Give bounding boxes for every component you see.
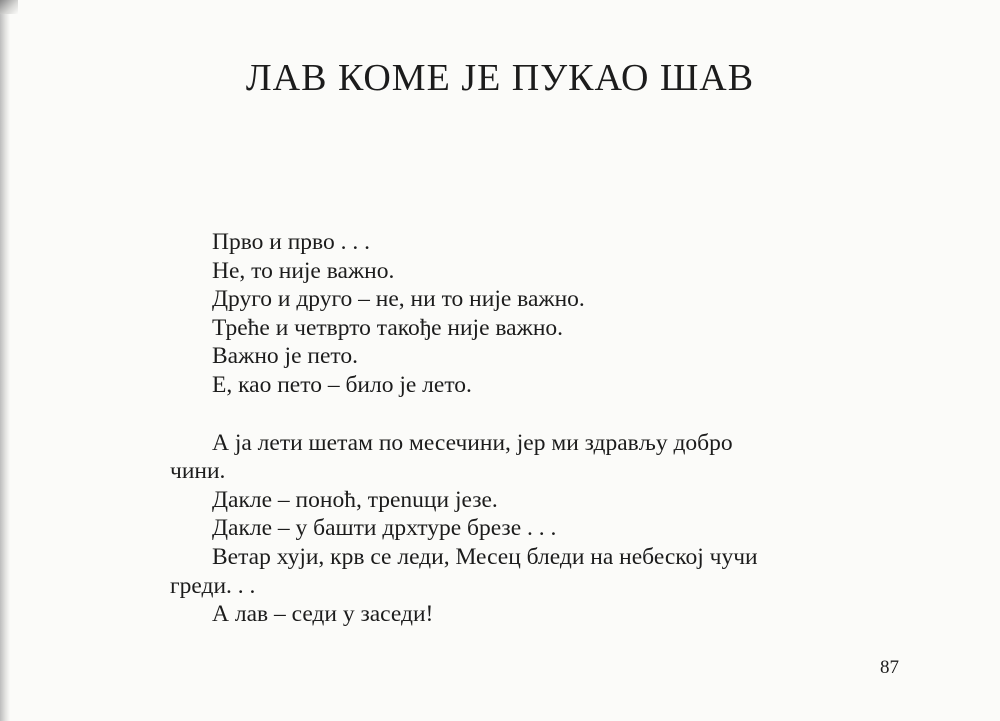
poem-line: Прво и прво . . . bbox=[212, 229, 370, 255]
poem-line: Дакле – поноћ, трenuци језе. bbox=[212, 486, 498, 513]
poem-line: Не, то није важно. bbox=[212, 257, 395, 284]
poem-body bbox=[170, 228, 870, 629]
poem-line: Важно је пето. bbox=[212, 343, 358, 370]
poem-line-continuation: греди. . . bbox=[170, 572, 256, 599]
page-binding-shadow bbox=[0, 0, 10, 721]
poem-line-continuation: чини. bbox=[170, 458, 226, 485]
poem-line: А лав – седи у заседи! bbox=[212, 601, 434, 628]
page-title: ЛАВ КОМЕ ЈЕ ПУКАО ШАВ bbox=[245, 57, 755, 99]
poem-line: Ветар хуји, крв се леди, Месец бледи на небеској чучи bbox=[212, 543, 758, 570]
poem-line: Треће и четврто такође није важно. bbox=[212, 314, 564, 341]
poem-line: А ја лети шетам по месечини, јер ми здрављу добро bbox=[212, 429, 733, 456]
page-corner-shadow bbox=[0, 0, 18, 14]
poem-line: Е, као пето – било је лето. bbox=[212, 371, 472, 398]
stanza-gap bbox=[170, 400, 870, 429]
poem-line: Дакле – у башти дрхтуре брезе . . . bbox=[212, 515, 557, 542]
page-number: 87 bbox=[880, 657, 899, 678]
poem-line: Друго и друго – не, ни то није важно. bbox=[212, 286, 585, 313]
